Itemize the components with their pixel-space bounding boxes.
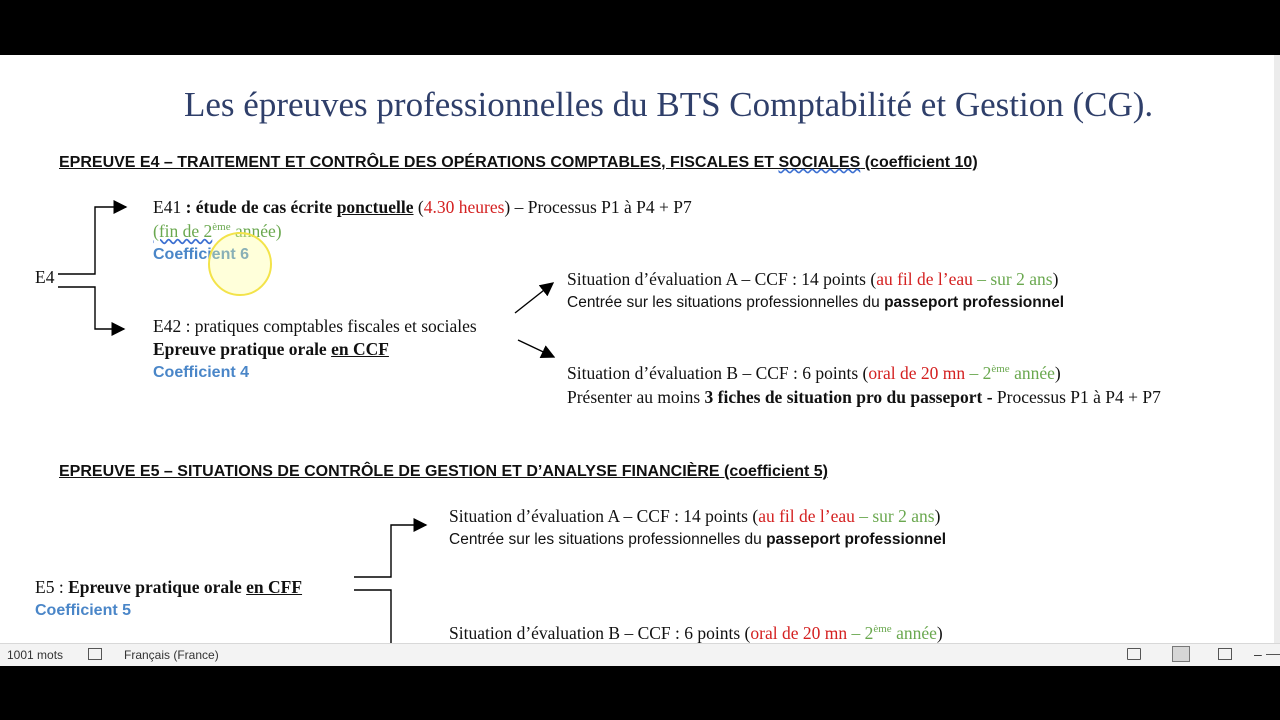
e4-situation-b-line2 [567,387,1161,408]
e4-sitA-l2-text: Centrée sur les situations professionnelles du [567,294,885,311]
e4-sitB-l2-c: Processus P1 à P4 + P7 [996,387,1161,407]
e5-sitB-text: Situation d’évaluation B – CCF : 6 points ( [449,623,751,643]
e5-sitA-green: – sur 2 ans [854,506,935,526]
e5-sitB-close: ) [936,623,943,643]
e4-root-label: E4 [35,267,55,287]
e4-situation-a-line2 [567,294,1064,312]
e42-line1: E42 : pratiques comptables fiscales et sociales [153,316,477,336]
e4-sitA-close: ) [1052,269,1059,289]
e4-sitB-green-b: année [1009,363,1055,383]
e4-sitB-sup: ème [991,363,1010,375]
e5-situation-a [449,506,940,527]
e41-when-a: (fin de 2 [153,221,213,241]
proofing-icon[interactable] [88,648,102,660]
e5-root [35,577,302,598]
e4-sitA-green: – sur 2 ans [972,269,1053,289]
e5-coefficient: Coefficient 5 [35,602,132,619]
zoom-slider[interactable] [1266,654,1280,655]
e42-line2-a: Epreuve pratique orale [153,339,332,359]
e4-header-sociales: SOCIALES [778,154,861,171]
e41-desc: : étude de cas écrite [181,197,337,217]
e5-root-code: E5 : [35,577,69,597]
e4-sitB-green-a: – 2 [965,363,992,383]
e5-situation-b [449,623,943,643]
e5-header: EPREUVE E5 – SITUATIONS DE CONTRÔLE DE GESTION ET D’ANALYSE FINANCIÈRE (coefficient 5) [59,463,828,480]
e4-sitA-passeport: passeport professionnel [884,294,1065,311]
e4-sitB-close: ) [1054,363,1061,383]
read-mode-icon[interactable] [1127,648,1141,660]
e5-root-cff: en CFF [246,577,303,597]
e4-sitA-red: au fil de l’eau [876,269,973,289]
e41-heures: heures [454,197,505,217]
e4-situation-a [567,269,1058,290]
e4-sitB-text: Situation d’évaluation B – CCF : 6 points ( [567,363,869,383]
page-title: Les épreuves professionnelles du BTS Comptabilité et Gestion (CG). [184,85,1154,124]
e5-sitB-green-b: année [891,623,937,643]
e42-line2-ccf: en CCF [331,339,389,359]
e41-coefficient: Coefficient 6 [153,246,250,263]
e41-code: E41 [153,197,182,217]
language-indicator[interactable]: Français (France) [124,648,219,662]
print-layout-icon[interactable] [1172,646,1190,662]
e41-when-sup: ème [212,221,231,233]
e41-paren-close: ) [504,197,511,217]
e4-header-coef: (coefficient 10) [860,154,978,171]
e5-sitA-passeport: passeport professionnel [766,531,947,548]
e42-coefficient: Coefficient 4 [153,364,250,381]
e5-sitB-sup: ème [873,623,892,635]
e5-sitB-green-a: – 2 [847,623,874,643]
e41-when [153,221,282,242]
e4-header-part-a: EPREUVE E4 – TRAITEMENT ET CONTRÔLE DES OPÉRATIONS COMPTABLES, FISCALES ET [59,154,779,171]
e5-root-desc: Epreuve pratique orale [68,577,247,597]
e41-paren-open: ( [413,197,424,217]
cursor-highlight [208,232,272,296]
e5-sitA-red: au fil de l’eau [758,506,855,526]
e41-ponctuelle: ponctuelle [336,197,414,217]
e5-sitA-l2-text: Centrée sur les situations professionnelles du [449,531,767,548]
e5-sitA-text: Situation d’évaluation A – CCF : 14 points ( [449,506,759,526]
status-bar [0,643,1280,666]
e41-line [153,197,692,218]
e5-sitB-red: oral de 20 mn [750,623,848,643]
zoom-out-button[interactable]: – [1254,646,1262,662]
e4-sitB-l2-b: 3 fiches de situation pro du passeport - [704,387,997,407]
e5-sitA-close: ) [934,506,941,526]
web-layout-icon[interactable] [1218,648,1232,660]
e4-situation-b [567,363,1061,384]
e41-when-b: année) [230,221,282,241]
e4-sitB-l2-a: Présenter au moins [567,387,705,407]
e41-process: – Processus P1 à P4 + P7 [510,197,692,217]
e42-line2 [153,339,389,360]
e4-sitB-red: oral de 20 mn [868,363,966,383]
word-count[interactable]: 1001 mots [7,648,64,662]
e4-sitA-text: Situation d’évaluation A – CCF : 14 points ( [567,269,877,289]
document-page[interactable] [0,55,1280,643]
e41-duration: 4.30 [423,197,455,217]
e5-situation-a-line2 [449,531,946,549]
